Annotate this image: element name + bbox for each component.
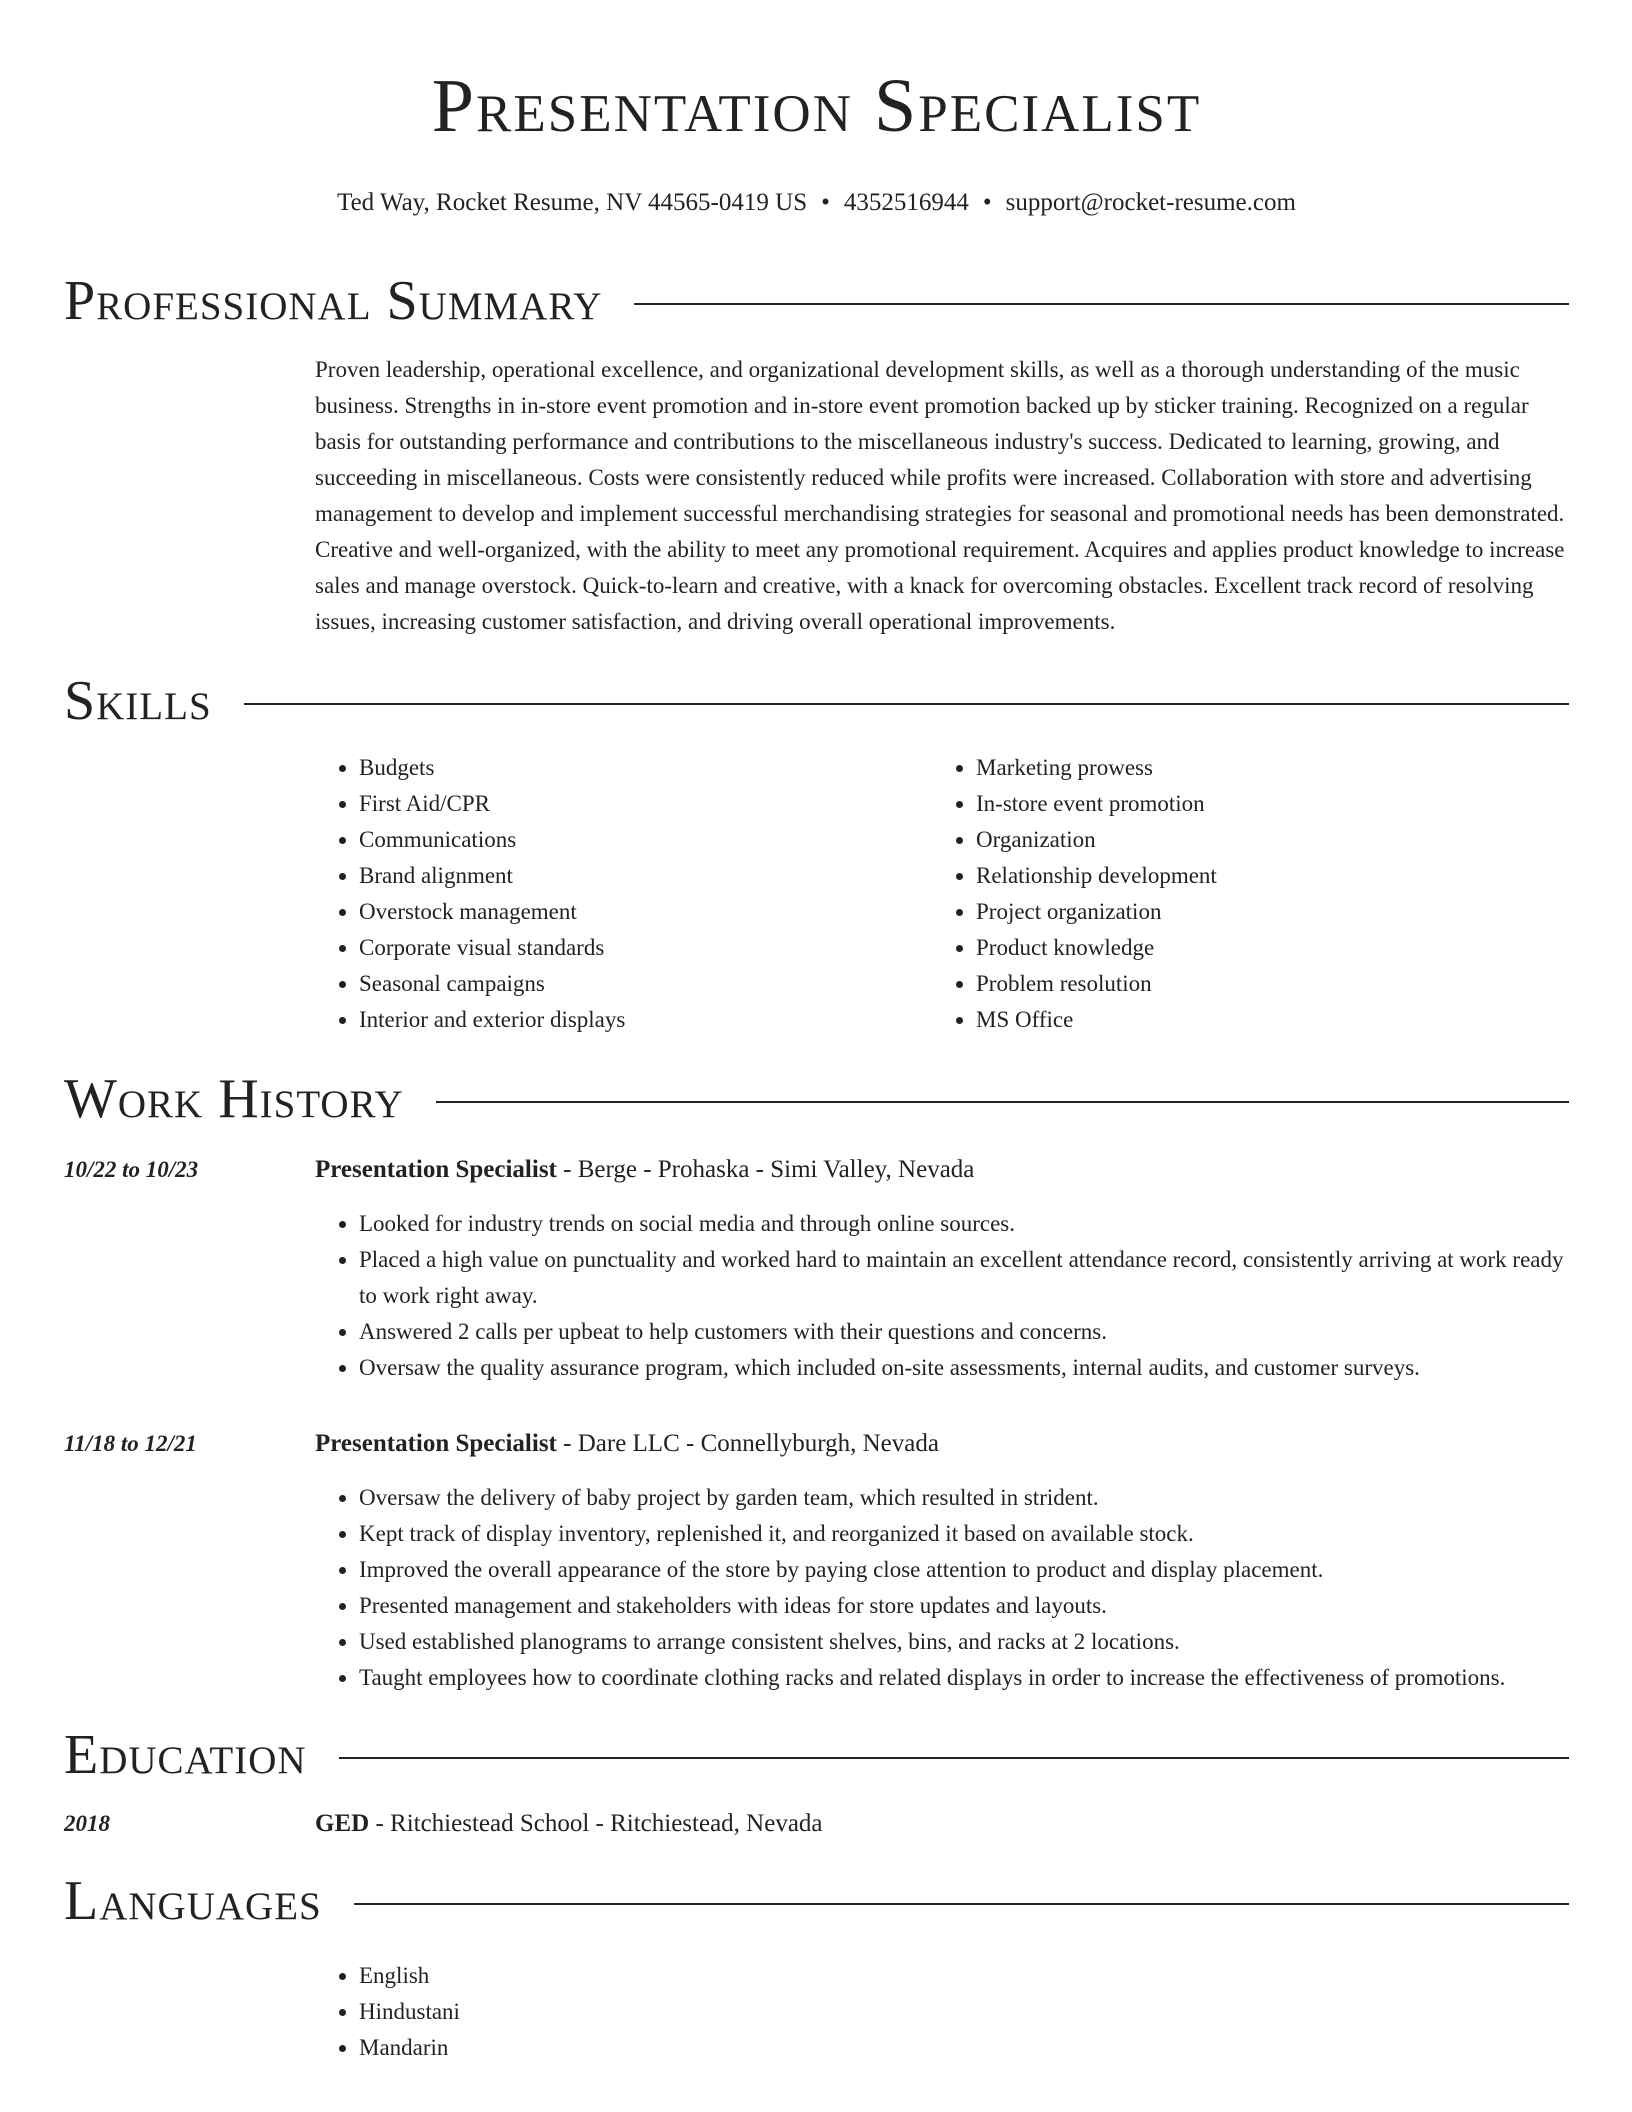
skill-item: • Marketing prowess <box>976 750 1549 786</box>
languages-list <box>315 1958 1569 2066</box>
section-divider <box>354 1903 1569 1905</box>
section-divider <box>339 1757 1569 1759</box>
languages-heading: Languages <box>64 1870 322 1932</box>
job-dates: 10/22 to 10/23 <box>64 1157 199 1182</box>
job-bullet: • Presented management and stakeholders with ideas for store updates and layouts. <box>359 1588 1569 1624</box>
job-title-line <box>315 1426 1569 1462</box>
skill-item: • Seasonal campaigns <box>359 966 932 1002</box>
skill-item: • Relationship development <box>976 858 1549 894</box>
candidate-name: Presentation Specialist <box>431 64 1202 148</box>
education-line <box>315 1806 1569 1842</box>
job-title: Presentation Specialist <box>315 1156 557 1183</box>
skills-list-right <box>932 750 1549 1038</box>
section-divider <box>244 703 1569 705</box>
languages-section-header <box>64 1866 1569 1936</box>
education-year: 2018 <box>64 1811 110 1836</box>
summary-heading: Professional Summary <box>64 270 603 332</box>
job-bullets <box>315 1206 1569 1386</box>
skill-item: • Corporate visual standards <box>359 930 932 966</box>
job-bullet: • Taught employees how to coordinate clothing racks and related displays in order to increase the effectiveness of promotions. <box>359 1660 1569 1696</box>
job-bullet: • Kept track of display inventory, replenished it, and reorganized it based on available stock. <box>359 1516 1569 1552</box>
contact-phone: 4352516944 <box>843 189 969 216</box>
skill-item: • Interior and exterior displays <box>359 1002 932 1038</box>
job-bullets <box>315 1480 1569 1696</box>
job-bullet: • Oversaw the delivery of baby project by garden team, which resulted in strident. <box>359 1480 1569 1516</box>
contact-separator: • <box>821 189 830 216</box>
contact-separator: • <box>982 189 992 216</box>
work-heading: Work History <box>64 1068 404 1130</box>
skill-item: • Organization <box>976 822 1549 858</box>
skill-item: • Budgets <box>359 750 932 786</box>
summary-section-header <box>64 266 1569 336</box>
education-heading: Education <box>64 1724 307 1786</box>
summary-text: Proven leadership, operational excellence, and organizational development skills, as well as a thorough understanding of the music business. Strengths in in-store event promotion and in-store event promotion backed up by sticker training. Recognized on a regular basis for outstanding performance and contributions to the miscellaneous industry's success. Dedicated to learning, growing, and succeeding in miscellaneous. Costs were consistently reduced while profits were increased. Collaboration with store and advertising management to develop and implement successful merchandising strategies for seasonal and promotional needs has been demonstrated. Creative and well-organized, with the ability to meet any promotional requirement. Acquires and applies product knowledge to increase sales and manage overstock. Quick-to-learn and creative, with a knack for overcoming obstacles. Excellent track record of resolving issues, increasing customer satisfaction, and driving overall operational improvements. <box>315 357 1565 634</box>
section-divider <box>634 303 1569 305</box>
skill-item: • In-store event promotion <box>976 786 1549 822</box>
skill-item: • Communications <box>359 822 932 858</box>
skills-grid <box>315 750 1569 1038</box>
skill-item: • Brand alignment <box>359 858 932 894</box>
skill-item: • MS Office <box>976 1002 1549 1038</box>
skill-item: • Problem resolution <box>976 966 1549 1002</box>
skill-item: • Overstock management <box>359 894 932 930</box>
education-entry <box>64 1806 1569 1842</box>
section-divider <box>436 1101 1569 1103</box>
language-item: • Hindustani <box>359 1994 1569 2030</box>
education-section-header <box>64 1720 1569 1790</box>
job-title-line <box>315 1152 1569 1188</box>
skills-list-left <box>315 750 932 1038</box>
job-title: Presentation Specialist <box>315 1430 557 1457</box>
education-degree: GED <box>315 1810 370 1837</box>
skills-heading: Skills <box>64 670 212 732</box>
job-entry <box>64 1152 1569 1386</box>
skill-item: • Product knowledge <box>976 930 1549 966</box>
language-item: • English <box>359 1958 1569 1994</box>
language-item: • Mandarin <box>359 2030 1569 2066</box>
skills-section-header <box>64 666 1569 736</box>
education-school: - Ritchiestead School - Ritchiestead, Nevada <box>369 1810 823 1837</box>
skill-item: • First Aid/CPR <box>359 786 932 822</box>
job-bullet: • Oversaw the quality assurance program, which included on-site assessments, internal audits, and customer surveys. <box>359 1350 1569 1386</box>
work-section-header <box>64 1064 1569 1134</box>
contact-line <box>64 186 1569 220</box>
job-dates: 11/18 to 12/21 <box>64 1431 197 1456</box>
job-employer: - Dare LLC - Connellyburgh, Nevada <box>556 1430 939 1457</box>
job-employer: - Berge - Prohaska - Simi Valley, Nevada <box>556 1156 975 1183</box>
job-bullet: • Looked for industry trends on social media and through online sources. <box>359 1206 1569 1242</box>
contact-address: Ted Way, Rocket Resume, NV 44565-0419 US <box>337 189 808 216</box>
job-bullet: • Answered 2 calls per upbeat to help customers with their questions and concerns. <box>359 1314 1569 1350</box>
job-entry <box>64 1426 1569 1696</box>
contact-email[interactable]: support@rocket-resume.com <box>1005 189 1296 216</box>
job-bullet: • Placed a high value on punctuality and worked hard to maintain an excellent attendance record, consistently arriving at work ready to work right away. <box>359 1242 1569 1314</box>
job-bullet: • Improved the overall appearance of the store by paying close attention to product and display placement. <box>359 1552 1569 1588</box>
skill-item: • Project organization <box>976 894 1549 930</box>
resume-page <box>64 0 1569 2066</box>
job-bullet: • Used established planograms to arrange consistent shelves, bins, and racks at 2 locations. <box>359 1624 1569 1660</box>
